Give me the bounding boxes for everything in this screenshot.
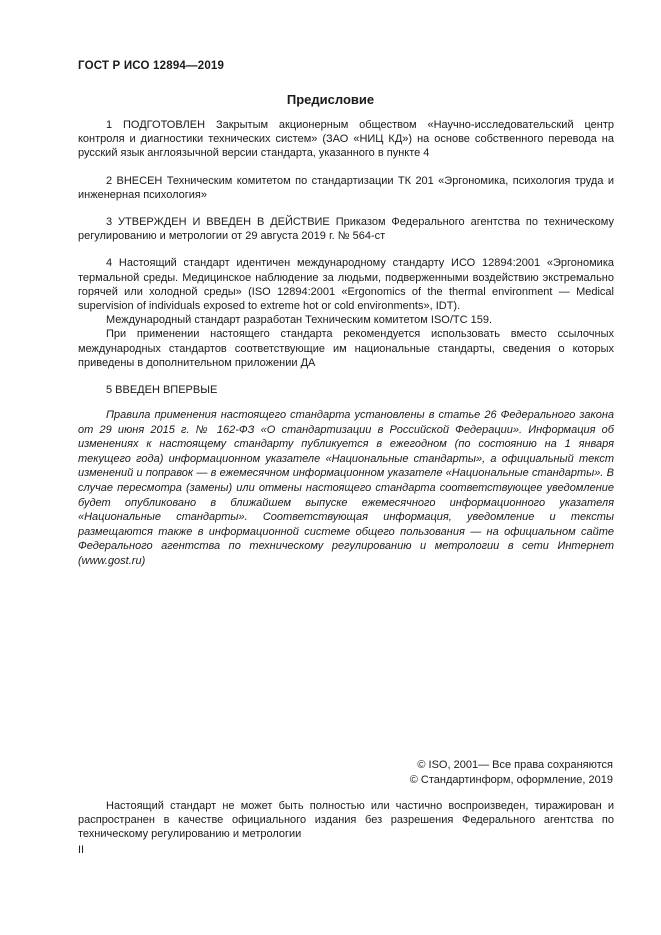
copyright-standartinform: © Стандартинформ, оформление, 2019 [409, 773, 613, 786]
section-1-prepared: 1 ПОДГОТОВЛЕН Закрытым акционерным обществом «Научно-исследовательский центр контроля и диагностики технических систем» (ЗАО «НИЦ КД») на основе собственного перевода на русский язык англоязычной версии стандарта, указанного в пункте 4 [78, 119, 614, 160]
section-4-developer: Международный стандарт разработан Техническим комитетом ISO/TC 159. [106, 314, 493, 327]
document-code: ГОСТ Р ИСО 12894—2019 [78, 60, 225, 72]
page-number: II [78, 844, 85, 856]
section-3-approved: 3 УТВЕРЖДЕН И ВВЕДЕН В ДЕЙСТВИЕ Приказом Федерального агентства по техническому регулированию и метрологии от 29 августа 2019 г. № 564-ст [78, 216, 614, 243]
section-2-submitted: 2 ВНЕСЕН Техническим комитетом по стандартизации ТК 201 «Эргономика, психология труда и инженерная психология» [78, 174, 614, 201]
notice-text: Правила применения настоящего стандарта установлены в статье 26 Федерального закона от 29 июня 2015 г. № 162-ФЗ «О стандартизации в Российской Федерации». Информация об изменениях к настоящему стандарту публикуется в ежегодном (по состоянию на 1 января текущего года) информационном указателе «Национальные стандарты», а официальный текст изменений и поправок — в ежемесячном информационном указателе «Национальные стандарты». В случае пересмотра (замены) или отмены настоящего стандарта соответствующее уведомление будет опубликовано в ближайшем выпуске ежемесячного информационного указателя «Национальные стандарты». Соответствующая информация, уведомление и тексты размещаются также в информационной системе общего пользования — на официальном сайте Федерального агентства по техническому регулированию и метрологии в сети Интернет (www.gost.ru) [78, 409, 614, 567]
section-4-identical: 4 Настоящий стандарт идентичен международному стандарту ИСО 12894:2001 «Эргономика термальной среды. Медицинское наблюдение за людьми, подверженными воздействию экстремально горячей или холодной среды» (ISO 12894:2001 «Ergonomics of the thermal environment — Medical supervision of individuals exposed to extreme hot or cold environments», IDT). [78, 257, 614, 313]
copyright-iso: © ISO, 2001— Все права сохраняются [417, 759, 613, 771]
reproduction-notice [78, 799, 614, 842]
page-title: Предисловие [286, 92, 375, 107]
foreword-sections [78, 118, 614, 397]
copyright-block [410, 758, 613, 787]
section-4-references: При применении настоящего стандарта рекомендуется использовать вместо ссылочных международных стандартов соответствующие им национальные стандарты, сведения о которых приведены в дополнительном приложении ДА [78, 328, 614, 369]
application-rules-notice [78, 408, 614, 569]
reproduction-notice-text: Настоящий стандарт не может быть полностью или частично воспроизведен, тиражирован и распространен в качестве официального издания без разрешения Федерального агентства по техническому регулированию и метрологии [78, 800, 614, 841]
section-5-introduced: 5 ВВЕДЕН ВПЕРВЫЕ [106, 384, 218, 397]
